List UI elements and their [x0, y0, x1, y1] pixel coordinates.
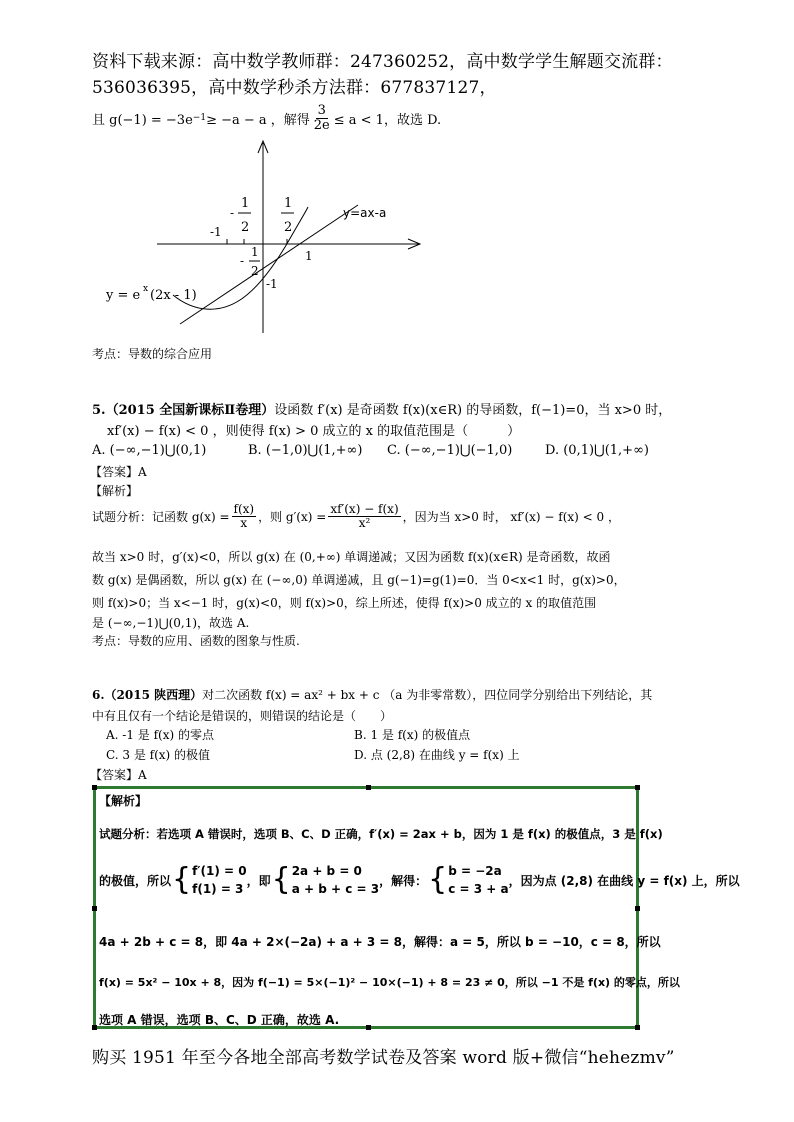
q5-frac-1	[232, 503, 257, 529]
resize-handle-br[interactable]	[635, 1025, 640, 1030]
q5-option-a: A. (−∞,−1)⋃(0,1)	[92, 443, 207, 458]
label-neg-1: -1	[210, 225, 222, 239]
system-1-eq-2: f(1) = 3	[192, 882, 244, 896]
q6-option-b: B. 1 是 f(x) 的极值点	[354, 728, 471, 742]
system-2	[292, 862, 379, 898]
q4-frac-den: 2e	[313, 117, 330, 133]
system-3-eq-2: c = 3 + a	[448, 882, 509, 896]
q4-solution-tail	[92, 104, 441, 132]
box-l2b: ，即	[246, 873, 271, 888]
q4-tail-a: 且 g(−1) = −3e	[92, 112, 193, 128]
resize-handle-bl[interactable]	[92, 1025, 97, 1030]
label-half-den: 2	[284, 220, 293, 235]
q6-stem-line-1	[92, 686, 652, 703]
label-minus: -	[230, 206, 235, 220]
q5-kaodian: 考点：导数的应用、函数的图象与性质.	[92, 634, 300, 648]
q5-source: 5.（2015 全国新课标Ⅱ卷理）	[92, 403, 275, 418]
q4-kaodian: 考点：导数的综合应用	[92, 347, 213, 361]
box-title: 【解析】	[99, 794, 148, 808]
system-1	[192, 862, 246, 898]
q5-answer: 【答案】A	[90, 465, 147, 479]
header-line-2: 536036395，高中数学秒杀方法群：677837127，	[92, 78, 497, 98]
resize-handle-tr[interactable]	[635, 785, 640, 790]
system-2-eq-1: 2a + b = 0	[291, 864, 362, 878]
q4-tail-b: ≥ −a − a ，解得	[206, 112, 310, 128]
label-half-num: 1	[284, 196, 293, 211]
brace-2: {	[271, 862, 291, 897]
q5-analysis-line-2: 故当 x>0 时，g′(x)<0，所以 g(x) 在 (0,+∞) 单调递减；又因为函数 f(x)(x∈R) 是奇函数，故函	[92, 550, 611, 564]
q5-a1-post: ，因为当 x>0 时， xf′(x) − f(x) < 0 ，	[402, 509, 620, 524]
line-label: y=ax-a	[343, 206, 387, 220]
label-center-minus: -	[240, 254, 245, 268]
q6-option-d: D. 点 (2,8) 在曲线 y = f(x) 上	[354, 748, 520, 762]
box-l2d: ，因为点 (2,8) 在曲线 y = f(x) 上，所以	[508, 873, 740, 888]
header-line-1: 资料下载来源：高中数学教师群：247360252，高中数学学生解题交流群：	[92, 52, 673, 72]
box-line-1: 试题分析：若选项 A 错误时，选项 B、C、D 正确，f′(x) = 2ax + b，因为 1 是 f(x) 的极值点，3 是 f(x)	[99, 827, 663, 841]
q5-frac-2-den: x²	[358, 515, 371, 530]
line-y-ax-a	[180, 205, 358, 324]
curve-label-sup: x	[143, 284, 149, 294]
system-1-eq-1: f′(1) = 0	[192, 864, 247, 878]
label-1: 1	[305, 249, 313, 263]
q5-frac-1-num: f(x)	[233, 502, 255, 516]
brace-3: {	[428, 862, 448, 897]
q6-solution-box	[93, 786, 740, 1029]
q5-analysis-line-4: 则 f(x)>0；当 x<−1 时，g(x)<0，则 f(x)>0，综上所述，使得 f(x)>0 成立的 x 的取值范围	[92, 596, 597, 610]
q4-tail-c: ≤ a < 1，故选 D.	[333, 112, 442, 128]
q5-a1-pre: 试题分析：记函数 g(x) =	[92, 509, 230, 524]
q5-option-c: C. (−∞,−1)⋃(−1,0)	[387, 443, 513, 458]
resize-handle-mr[interactable]	[635, 906, 640, 911]
q5-analysis-line-5: 是 (−∞,−1)⋃(0,1)，故选 A.	[92, 616, 250, 630]
resize-handle-ml[interactable]	[92, 906, 97, 911]
box-l2a: 的极值，所以	[99, 873, 172, 888]
q6-answer: 【答案】A	[90, 768, 147, 782]
q5-stem-line-1	[92, 399, 671, 418]
box-l2c: ，解得：	[379, 873, 428, 888]
box-line-2	[99, 862, 740, 898]
system-3-eq-1: b = −2a	[448, 864, 502, 878]
box-line-4: f(x) = 5x² − 10x + 8，因为 f(−1) = 5×(−1)² − 10×(−1) + 8 = 23 ≠ 0，所以 −1 不是 f(x) 的零点，所以	[99, 976, 680, 989]
q5-stem-1: 设函数 f′(x) 是奇函数 f(x)(x∈R) 的导函数，f(−1)=0，当 x>0 时，	[274, 403, 672, 418]
box-line-3: 4a + 2b + c = 8，即 4a + 2×(−2a) + a + 3 = 8，解得：a = 5，所以 b = −10，c = 8，所以	[99, 935, 661, 949]
q5-option-b: B. (−1,0)⋃(1,+∞)	[248, 443, 363, 458]
resize-handle-bm[interactable]	[366, 1025, 371, 1030]
q5-analysis-line-3: 数 g(x) 是偶函数，所以 g(x) 在 (−∞,0) 单调递减，且 g(−1)=g(1)=0．当 0<x<1 时，g(x)>0，	[92, 573, 626, 587]
q6-stem-line-2: 中有且仅有一个结论是错误的，则错误的结论是（ ）	[92, 709, 393, 723]
label-center-num: 1	[251, 245, 259, 259]
resize-handle-tm[interactable]	[366, 785, 371, 790]
q5-frac-2	[328, 503, 400, 529]
q6-stem-1: 对二次函数 f(x) = ax² + bx + c （a 为非零常数），四位同学分别给出下列结论，其	[202, 688, 653, 702]
q4-fraction	[312, 104, 332, 132]
q5-option-d: D. (0,1)⋃(1,+∞)	[545, 443, 649, 458]
curve-label-2: (2x - 1)	[150, 288, 197, 303]
label-neg-half-num: 1	[241, 196, 250, 211]
resize-handle-tl[interactable]	[92, 785, 97, 790]
label-center-den: 2	[251, 264, 259, 278]
q6-option-c: C. 3 是 f(x) 的极值	[106, 748, 211, 762]
q5-analysis-label: 【解析】	[90, 484, 139, 498]
box-line-5: 选项 A 错误，选项 B、C、D 正确，故选 A.	[99, 1013, 340, 1027]
q6-source: 6.（2015 陕西理）	[92, 688, 203, 702]
function-graph-figure	[100, 135, 430, 340]
system-3	[448, 862, 508, 898]
q6-option-a: A. -1 是 f(x) 的零点	[106, 728, 215, 742]
system-2-eq-2: a + b + c = 3	[291, 882, 380, 896]
label-y-neg-1: -1	[266, 277, 278, 291]
q5-analysis-line-1	[92, 503, 620, 529]
label-neg-half-den: 2	[241, 220, 250, 235]
q5-a1-mid: ，则 g′(x) =	[258, 509, 327, 524]
curve-label: y = e	[106, 288, 141, 303]
q5-frac-1-den: x	[240, 515, 248, 530]
q5-frac-2-num: xf′(x) − f(x)	[330, 502, 399, 516]
q4-frac-num: 3	[317, 103, 326, 118]
footer-note: 购买 1951 年至今各地全部高考数学试卷及答案 word 版+微信“hehezmv”	[92, 1048, 675, 1068]
q5-stem-line-2: xf′(x) − f(x) < 0 ，则使得 f(x) > 0 成立的 x 的取值范围是（ ）	[107, 424, 521, 439]
q4-tail-sup: −1	[192, 113, 207, 124]
brace-1: {	[172, 862, 192, 897]
